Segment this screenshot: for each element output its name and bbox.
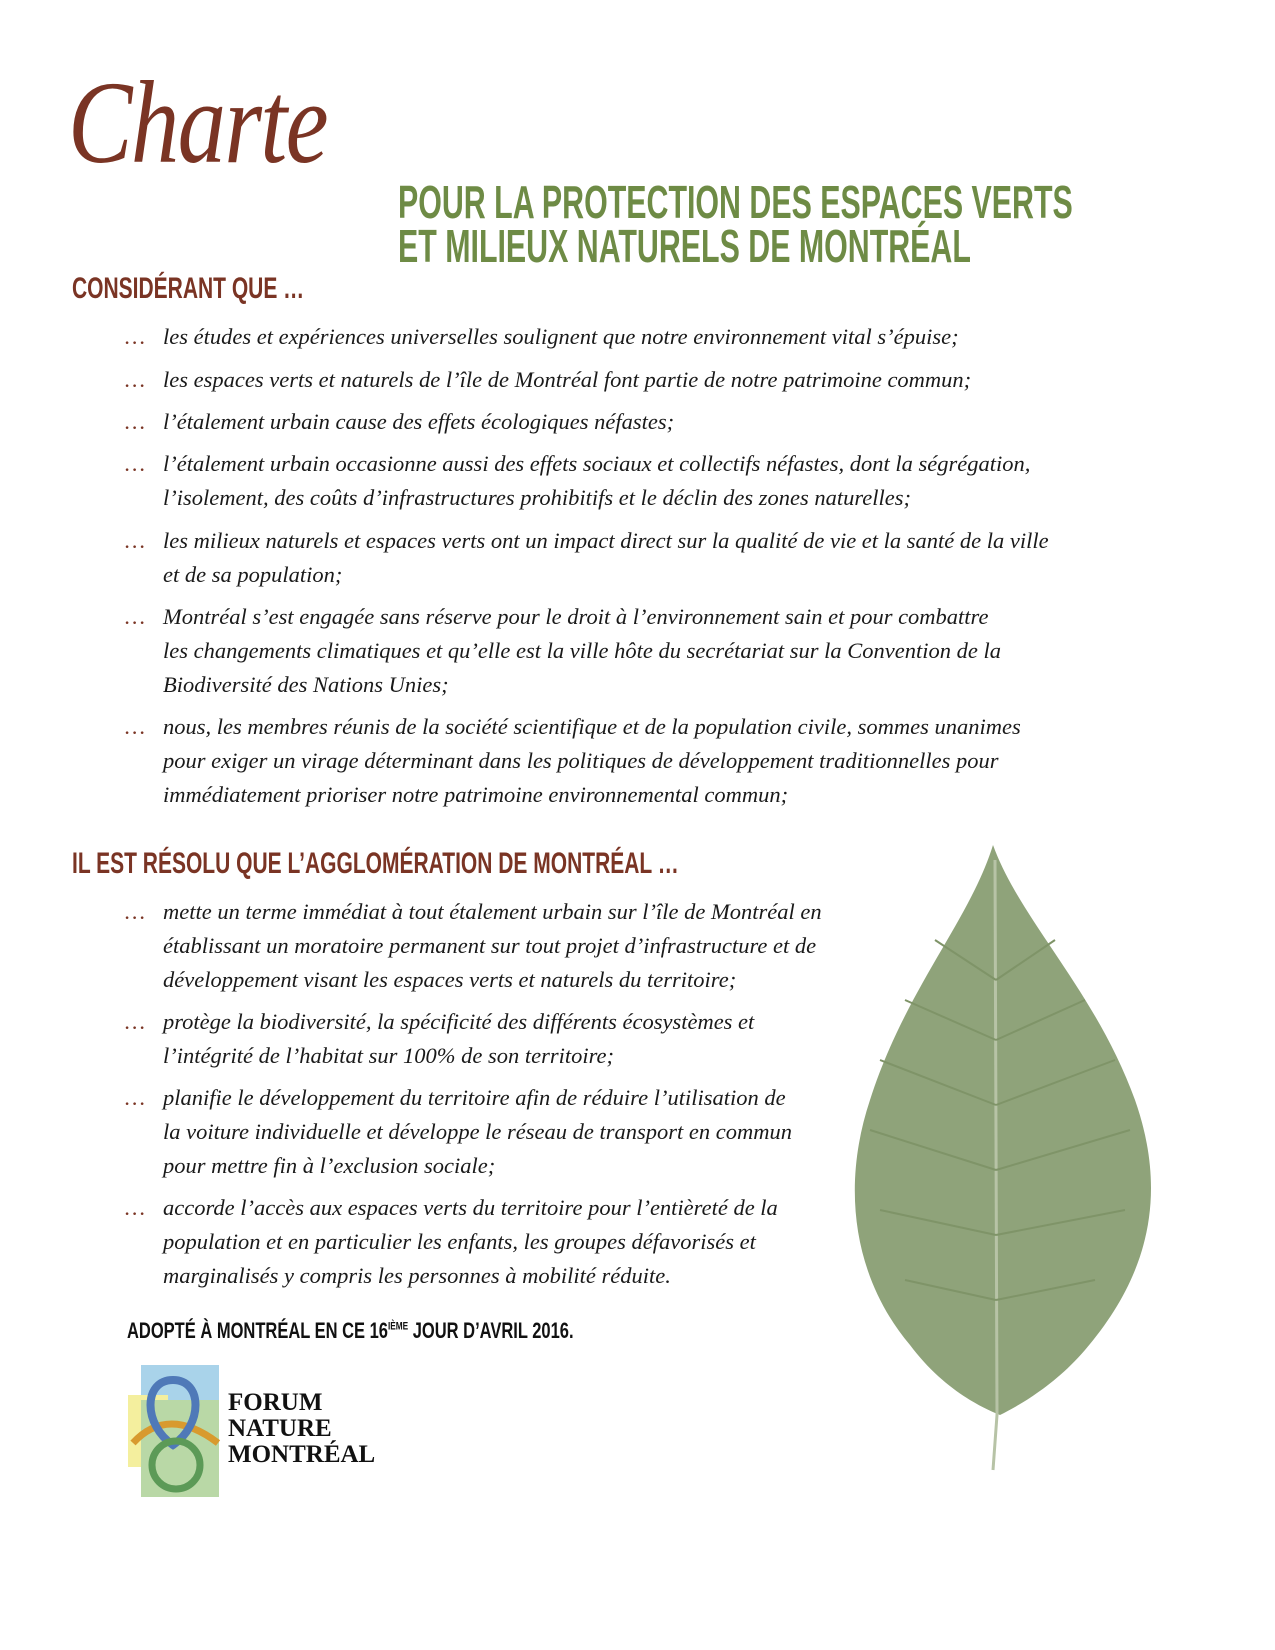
list-item-line: population et en particulier les enfants, les groupes défavorisés et bbox=[163, 1229, 756, 1254]
forum-nature-montreal-logo-icon bbox=[128, 1365, 223, 1497]
logo-wordmark bbox=[228, 1390, 375, 1468]
ellipsis-bullet: … bbox=[125, 899, 146, 924]
list-item-line: les milieux naturels et espaces verts ont un impact direct sur la qualité de vie et la santé de la ville bbox=[163, 528, 1049, 553]
section-heading-considerant: CONSIDÉRANT QUE … bbox=[72, 272, 305, 305]
list-item bbox=[125, 320, 959, 354]
list-item-line: planifie le développement du territoire afin de réduire l’utilisation de bbox=[163, 1085, 786, 1110]
list-item bbox=[125, 600, 1001, 702]
list-item-line: la voiture individuelle et développe le réseau de transport en commun bbox=[163, 1119, 793, 1144]
list-item-line: développement visant les espaces verts et naturels du territoire; bbox=[163, 967, 737, 992]
list-item bbox=[125, 1191, 778, 1293]
adopted-text-end: JOUR D’AVRIL 2016. bbox=[408, 1318, 574, 1343]
page-title: Charte bbox=[68, 57, 327, 188]
list-item-line: l’étalement urbain occasionne aussi des effets sociaux et collectifs néfastes, dont la ségrégation, bbox=[163, 451, 1031, 476]
subtitle-line: POUR LA PROTECTION DES ESPACES VERTS bbox=[398, 176, 1073, 228]
list-item bbox=[125, 447, 1030, 515]
list-item-line: nous, les membres réunis de la société scientifique et de la population civile, sommes unanimes bbox=[163, 714, 1021, 739]
list-item-line: pour mettre fin à l’exclusion sociale; bbox=[163, 1153, 496, 1178]
ellipsis-bullet: … bbox=[125, 714, 146, 739]
subtitle-line: ET MILIEUX NATURELS DE MONTRÉAL bbox=[398, 220, 971, 272]
list-item-line: pour exiger un virage déterminant dans les politiques de développement traditionnelles pour bbox=[163, 748, 999, 773]
adoption-statement bbox=[127, 1318, 574, 1344]
ellipsis-bullet: … bbox=[125, 409, 146, 434]
list-item-line: l’intégrité de l’habitat sur 100% de son territoire; bbox=[163, 1043, 614, 1068]
logo-line: NATURE bbox=[228, 1415, 332, 1442]
list-item bbox=[125, 1005, 754, 1073]
list-item-line: les changements climatiques et qu’elle est la ville hôte du secrétariat sur la Convention de la bbox=[163, 638, 1001, 663]
list-item-line: l’étalement urbain cause des effets écologiques néfastes; bbox=[163, 409, 675, 434]
list-item-line: Montréal s’est engagée sans réserve pour le droit à l’environnement sain et pour combattre bbox=[163, 604, 989, 629]
list-item-line: et de sa population; bbox=[163, 562, 343, 587]
list-item bbox=[125, 710, 1021, 812]
list-item bbox=[125, 363, 971, 397]
ellipsis-bullet: … bbox=[125, 528, 146, 553]
logo-line: MONTRÉAL bbox=[228, 1441, 376, 1468]
list-item-line: immédiatement prioriser notre patrimoine environnemental commun; bbox=[163, 782, 789, 807]
list-item-line: Biodiversité des Nations Unies; bbox=[163, 672, 449, 697]
ellipsis-bullet: … bbox=[125, 324, 146, 349]
list-item bbox=[125, 895, 822, 997]
list-item-line: protège la biodiversité, la spécificité des différents écosystèmes et bbox=[163, 1009, 755, 1034]
ellipsis-bullet: … bbox=[125, 1195, 146, 1220]
list-item-line: les espaces verts et naturels de l’île de Montréal font partie de notre patrimoine commun; bbox=[163, 367, 972, 392]
subtitle bbox=[398, 176, 1073, 272]
ellipsis-bullet: … bbox=[125, 1085, 146, 1110]
list-item bbox=[125, 524, 1049, 592]
adopted-text: ADOPTÉ À MONTRÉAL EN CE 16 bbox=[127, 1318, 388, 1343]
ellipsis-bullet: … bbox=[125, 1009, 146, 1034]
logo-line: FORUM bbox=[228, 1389, 323, 1416]
list-item-line: établissant un moratoire permanent sur tout projet d’infrastructure et de bbox=[163, 933, 817, 958]
leaf-illustration-icon bbox=[845, 840, 1165, 1480]
list-item bbox=[125, 405, 674, 439]
list-item-line: l’isolement, des coûts d’infrastructures prohibitifs et le déclin des zones naturelles; bbox=[163, 485, 912, 510]
list-item-line: accorde l’accès aux espaces verts du territoire pour l’entièreté de la bbox=[163, 1195, 778, 1220]
adopted-sup: IÈME bbox=[387, 1320, 409, 1333]
list-item-line: les études et expériences universelles soulignent que notre environnement vital s’épuise; bbox=[163, 324, 959, 349]
ellipsis-bullet: … bbox=[125, 451, 146, 476]
list-item-line: mette un terme immédiat à tout étalement urbain sur l’île de Montréal en bbox=[163, 899, 822, 924]
list-item bbox=[125, 1081, 792, 1183]
list-item-line: marginalisés y compris les personnes à mobilité réduite. bbox=[163, 1263, 671, 1288]
section-heading-resolu: IL EST RÉSOLU QUE L’AGGLOMÉRATION DE MONTRÉAL … bbox=[72, 847, 679, 880]
ellipsis-bullet: … bbox=[125, 604, 146, 629]
ellipsis-bullet: … bbox=[125, 367, 146, 392]
